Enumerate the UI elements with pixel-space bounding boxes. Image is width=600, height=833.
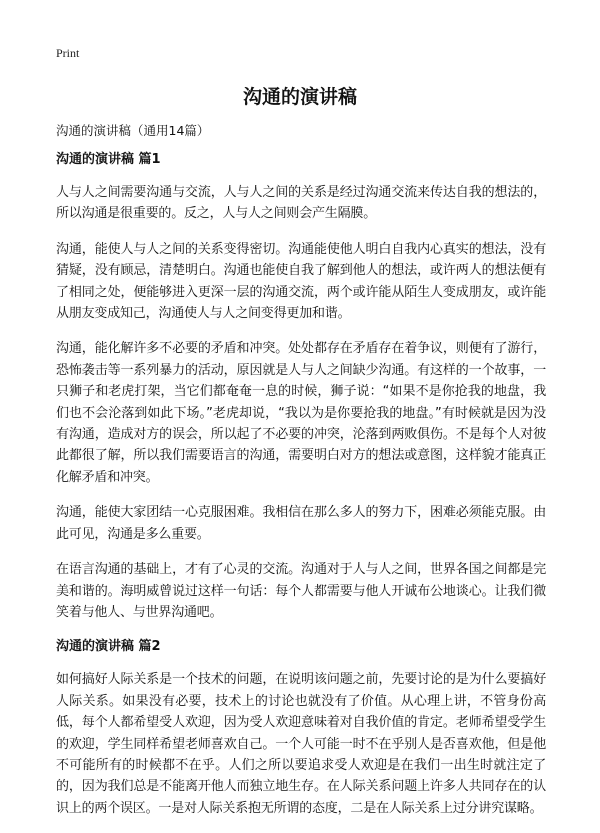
document-subtitle: 沟通的演讲稿（通用14篇）: [56, 123, 210, 138]
paragraph: 沟通，能化解许多不必要的矛盾和冲突。处处都存在矛盾存在着争议，则便有了游行，恐怖袭击等一系列暴力的活动，原因就是人与人之间缺少沟通。有这样的一个故事，一只狮子和老虎打架，当它们都奄奄一息的时候，狮子说：“如果不是你抢我的地盘，我们也不会沦落到如此下场。”老虎却说，“我以为是你要抢我的地盘。”有时候就是因为没有沟通，造成对方的误会，所以起了不必要的冲突，沦落到两败俱伤。不是每个人对彼此都很了解，所以我们需要语言的沟通，需要明白对方的想法或意图，这样貌才能真正化解矛盾和冲突。: [56, 341, 546, 485]
paragraph: 在语言沟通的基础上，才有了心灵的交流。沟通对于人与人之间，世界各国之间都是完美和谐的。海明威曾说过这样一句话：每个人都需要与他人开诚布公地谈心。让我们微笑着与他人、与世界沟通吧。: [56, 562, 546, 620]
section-heading: 沟通的演讲稿 篇1: [56, 152, 161, 167]
paragraph: 人与人之间需要沟通与交流，人与人之间的关系是经过沟通交流来传达自我的想法的，所以沟通是很重要的。反之，人与人之间则会产生隔膜。: [56, 185, 546, 222]
section-1: [56, 150, 546, 623]
paragraph: 沟通，能使大家团结一心克服困难。我相信在那么多人的努力下，困难必须能克服。由此可见，沟通是多么重要。: [56, 505, 546, 542]
print-link[interactable]: Print: [56, 46, 80, 60]
section-heading: 沟通的演讲稿 篇2: [56, 639, 161, 655]
document-body: [56, 150, 546, 833]
paragraph: 如何搞好人际关系是一个技术的问题，在说明该问题之前，先要讨论的是为什么要搞好人际关系。如果没有必要，技术上的讨论也就没有了价值。从心理上讲，不管身份高低，每个人都希望受人欢迎，因为受人欢迎意味着对自我价值的肯定。老师希望受学生的欢迎，学生同样希望老师喜欢自己。一个人可能一时不在乎别人是否喜欢他，但是他不可能所有的时候都不在乎。人们之所以要追求受人欢迎是在我们一出生时就注定了的，因为我们总是不能离开他人而独立地生存。在人际关系问题上许多人共同存在的认识上的两个误区。一是对人际关系抱无所谓的态度，二是在人际关系上过分讲究谋略。: [56, 672, 546, 816]
document-title: 沟通的演讲稿: [242, 86, 357, 108]
paragraph: 沟通，能使人与人之间的关系变得密切。沟通能使他人明白自我内心真实的想法，没有猜疑，没有顾忌，清楚明白。沟通也能使自我了解到他人的想法，或许两人的想法便有了相同之处，便能够进入更深一层的沟通交流，两个或许能从陌生人变成朋友，或许能从朋友变成知己，沟通使人与人之间变得更加和谐。: [56, 241, 546, 322]
section-2: [56, 637, 546, 819]
